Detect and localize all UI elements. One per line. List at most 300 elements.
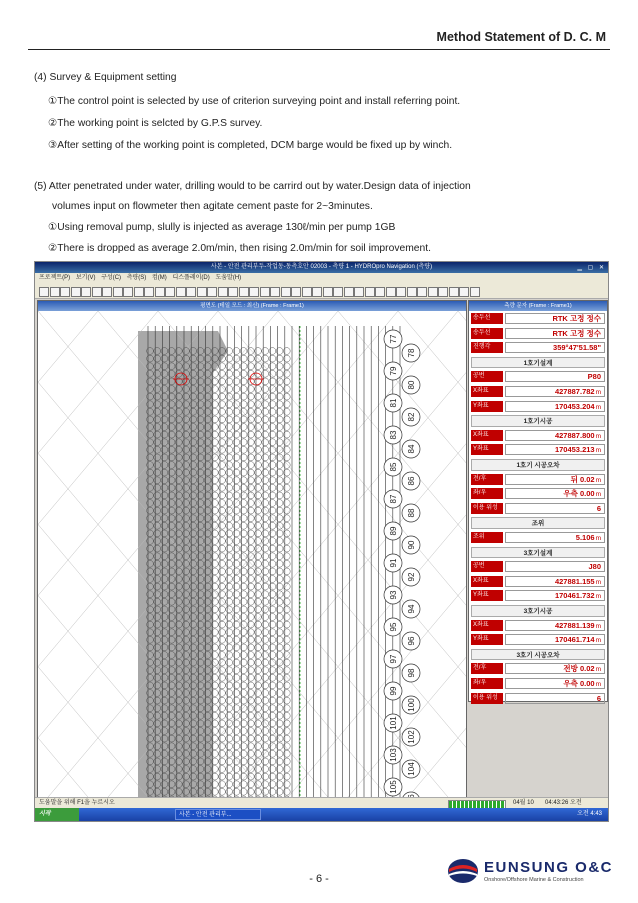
pile-circle: [269, 370, 276, 377]
document-header-title: Method Statement of D. C. M: [436, 30, 606, 44]
info-row-label: 공번: [471, 561, 503, 572]
pile-circle: [262, 583, 269, 590]
pile-number-label: 87: [389, 494, 398, 504]
pile-circle: [240, 348, 247, 355]
toolbar-tool-icon[interactable]: [92, 287, 102, 297]
info-row-label: 조위: [471, 532, 503, 543]
pile-number-label: 89: [389, 526, 398, 536]
pile-circle: [247, 728, 254, 735]
pile-circle: [226, 788, 233, 795]
pile-circle: [262, 515, 269, 522]
info-row-value: 170453.213m: [505, 444, 605, 455]
pile-circle: [226, 766, 233, 773]
toolbar-tool-icon[interactable]: [428, 287, 438, 297]
pile-circle: [255, 773, 262, 780]
pile-circle: [247, 659, 254, 666]
toolbar-tool-icon[interactable]: [302, 287, 312, 297]
toolbar-tool-icon[interactable]: [71, 287, 81, 297]
grid-line: [458, 311, 466, 809]
pile-circle: [269, 545, 276, 552]
pile-circle: [283, 652, 290, 659]
pile-circle: [247, 386, 254, 393]
info-row-label: 송두선: [471, 328, 503, 339]
pile-number-label: 98: [407, 668, 416, 678]
pile-circle: [247, 522, 254, 529]
pile-circle: [262, 652, 269, 659]
pile-circle: [255, 545, 262, 552]
pile-circle: [283, 492, 290, 499]
pile-circle: [233, 750, 240, 757]
pile-circle: [240, 667, 247, 674]
pile-circle: [283, 454, 290, 461]
pile-circle: [226, 469, 233, 476]
toolbar-tool-icon[interactable]: [39, 287, 49, 297]
info-row-unit: m: [595, 491, 601, 499]
toolbar-tool-icon[interactable]: [375, 287, 385, 297]
info-row: [471, 430, 605, 442]
toolbar-tool-icon[interactable]: [176, 287, 186, 297]
plan-view-window[interactable]: [37, 300, 467, 810]
toolbar-tool-icon[interactable]: [218, 287, 228, 297]
toolbar-tool-icon[interactable]: [459, 287, 469, 297]
pile-circle: [233, 606, 240, 613]
pile-number-label: 78: [407, 348, 416, 358]
toolbar-tool-icon[interactable]: [396, 287, 406, 297]
pile-circle: [233, 629, 240, 636]
pile-circle: [247, 652, 254, 659]
pile-circle: [262, 477, 269, 484]
pile-circle: [219, 424, 226, 431]
pile-circle: [240, 431, 247, 438]
pile-circle: [255, 659, 262, 666]
start-button[interactable]: [35, 808, 79, 821]
toolbar-tool-icon[interactable]: [134, 287, 144, 297]
info-section-header: 3호기 시공오차: [471, 649, 605, 661]
pile-circle: [262, 363, 269, 370]
toolbar-tool-icon[interactable]: [113, 287, 123, 297]
toolbar-tool-icon[interactable]: [344, 287, 354, 297]
pile-circle: [283, 674, 290, 681]
pile-circle: [283, 416, 290, 423]
toolbar-tool-icon[interactable]: [207, 287, 217, 297]
pile-circle: [226, 652, 233, 659]
pile-circle: [269, 591, 276, 598]
toolbar-tool-icon[interactable]: [312, 287, 322, 297]
pile-circle: [240, 712, 247, 719]
pile-circle: [269, 462, 276, 469]
toolbar-tool-icon[interactable]: [417, 287, 427, 297]
pile-circle: [226, 576, 233, 583]
pile-circle: [233, 560, 240, 567]
pile-circle: [269, 348, 276, 355]
pile-circle: [233, 484, 240, 491]
toolbar-tool-icon[interactable]: [354, 287, 364, 297]
pile-circle: [219, 545, 226, 552]
pile-circle: [283, 697, 290, 704]
pile-circle: [276, 530, 283, 537]
pile-number-label: 81: [389, 398, 398, 408]
pile-circle: [240, 492, 247, 499]
pile-circle: [233, 507, 240, 514]
pile-circle: [233, 674, 240, 681]
pile-circle: [276, 682, 283, 689]
pile-circle: [276, 568, 283, 575]
pile-circle: [219, 363, 226, 370]
pile-circle: [226, 378, 233, 385]
pile-circle: [276, 614, 283, 621]
pile-circle: [262, 530, 269, 537]
pile-circle: [283, 401, 290, 408]
pile-circle: [219, 598, 226, 605]
pile-circle: [247, 454, 254, 461]
info-row: [471, 342, 605, 354]
toolbar-tool-icon[interactable]: [249, 287, 259, 297]
pile-circle: [233, 515, 240, 522]
pile-circle: [240, 370, 247, 377]
company-tagline: Onshore/Offshore Marine & Construction: [484, 877, 584, 883]
pile-circle: [226, 682, 233, 689]
menu-display[interactable]: 디스플레이(D): [172, 275, 210, 281]
toolbar-tool-icon[interactable]: [323, 287, 333, 297]
survey-info-title: 측량 문자 (Frame : Frame1): [469, 301, 607, 311]
pile-circle: [283, 667, 290, 674]
pile-circle: [255, 393, 262, 400]
toolbar-tool-icon[interactable]: [470, 287, 480, 297]
pile-circle: [226, 705, 233, 712]
pile-circle: [255, 766, 262, 773]
pile-circle: [262, 758, 269, 765]
info-row-label: 전/후: [471, 663, 503, 674]
pile-circle: [226, 484, 233, 491]
info-row-value: 뒤 0.02m: [505, 474, 605, 485]
pile-circle: [269, 705, 276, 712]
toolbar-tool-icon[interactable]: [102, 287, 112, 297]
pile-circle: [233, 477, 240, 484]
info-row-value: J80: [505, 561, 605, 572]
pile-circle: [247, 750, 254, 757]
pile-circle: [240, 484, 247, 491]
pile-circle: [255, 629, 262, 636]
plan-view-title: 평면도 (테일 모드 : 최신) (Frame : Frame1): [38, 301, 466, 311]
pile-circle: [226, 636, 233, 643]
pile-circle: [269, 363, 276, 370]
pile-circle: [233, 773, 240, 780]
pile-circle: [276, 720, 283, 727]
pile-circle: [255, 484, 262, 491]
pile-circle: [262, 712, 269, 719]
pile-circle: [283, 378, 290, 385]
pile-circle: [262, 644, 269, 651]
grid-line: [458, 311, 466, 809]
pile-circle: [262, 636, 269, 643]
pile-circle: [276, 728, 283, 735]
pile-circle: [240, 720, 247, 727]
toolbar-tool-icon[interactable]: [386, 287, 396, 297]
pile-circle: [247, 758, 254, 765]
info-row-value: 427881.155m: [505, 576, 605, 587]
pile-circle: [219, 781, 226, 788]
pile-circle: [255, 522, 262, 529]
pile-number-label: 90: [407, 540, 416, 550]
pile-circle: [262, 522, 269, 529]
info-row-label: 이용 위성: [471, 693, 503, 704]
pile-circle: [255, 446, 262, 453]
pile-circle: [269, 393, 276, 400]
menu-config[interactable]: 구성(C): [101, 275, 122, 281]
pile-circle: [226, 629, 233, 636]
pile-circle: [219, 690, 226, 697]
pile-circle: [226, 621, 233, 628]
pile-circle: [219, 614, 226, 621]
pile-circle: [240, 750, 247, 757]
pile-circle: [262, 462, 269, 469]
pile-circle: [240, 743, 247, 750]
pile-circle: [269, 636, 276, 643]
pile-circle: [283, 538, 290, 545]
pile-number-label: 88: [407, 508, 416, 518]
info-row: [471, 313, 605, 325]
pile-circle: [255, 492, 262, 499]
pile-circle: [247, 583, 254, 590]
toolbar-tool-icon[interactable]: [239, 287, 249, 297]
pile-circle: [262, 614, 269, 621]
company-logo: [446, 857, 614, 890]
pile-circle: [233, 720, 240, 727]
pile-circle: [233, 659, 240, 666]
pile-circle: [276, 462, 283, 469]
toolbar-tool-icon[interactable]: [155, 287, 165, 297]
pile-circle: [233, 424, 240, 431]
toolbar-tool-icon[interactable]: [365, 287, 375, 297]
toolbar-tool-icon[interactable]: [407, 287, 417, 297]
pile-circle: [262, 393, 269, 400]
toolbar-tool-icon[interactable]: [260, 287, 270, 297]
pile-circle: [255, 705, 262, 712]
toolbar-tool-icon[interactable]: [50, 287, 60, 297]
info-row-unit: m: [595, 535, 601, 542]
pile-circle: [240, 545, 247, 552]
info-row-unit: m: [595, 432, 601, 440]
toolbar-tool-icon[interactable]: [438, 287, 448, 297]
info-row-label: Y좌표: [471, 590, 503, 601]
pile-circle: [226, 568, 233, 575]
window-controls[interactable]: ▁ ▢ ✕: [577, 265, 606, 271]
pile-circle: [262, 629, 269, 636]
toolbar-tool-icon[interactable]: [333, 287, 343, 297]
pile-circle: [233, 446, 240, 453]
pile-circle: [262, 606, 269, 613]
pile-circle: [262, 690, 269, 697]
menu-survey[interactable]: 측량(S): [126, 275, 147, 281]
pile-circle: [262, 743, 269, 750]
pile-circle: [247, 682, 254, 689]
pile-circle: [240, 386, 247, 393]
pile-circle: [283, 500, 290, 507]
pile-circle: [276, 674, 283, 681]
pile-circle: [247, 781, 254, 788]
section-4-item-2: ②The working point is selcted by G.P.S survey.: [48, 118, 263, 129]
pile-circle: [226, 690, 233, 697]
pile-circle: [226, 591, 233, 598]
eunsung-logo-icon: [446, 857, 480, 885]
toolbar-tool-icon[interactable]: [449, 287, 459, 297]
pile-circle: [283, 598, 290, 605]
grid-line: [38, 311, 398, 809]
pile-circle: [219, 591, 226, 598]
info-section-header: 1호기시공: [471, 415, 605, 427]
start-label: 시작: [39, 811, 51, 817]
pile-number-label: 97: [389, 654, 398, 664]
info-row-value: 427887.800m: [505, 430, 605, 441]
pile-circle: [247, 690, 254, 697]
pile-circle: [269, 598, 276, 605]
info-row-unit: m: [595, 666, 601, 674]
section-4-item-3: ③After setting of the working point is completed, DCM barge would be fixed up by winch.: [48, 140, 453, 151]
pile-circle: [283, 682, 290, 689]
toolbar-tool-icon[interactable]: [123, 287, 133, 297]
pile-number-label: 100: [407, 698, 416, 712]
pile-circle: [219, 674, 226, 681]
toolbar-tool-icon[interactable]: [197, 287, 207, 297]
section-4-item-1: ①The control point is selected by use of criterion surveying point and install referring point.: [48, 96, 461, 107]
info-row: [471, 488, 605, 500]
pile-circle: [247, 743, 254, 750]
pile-circle: [226, 614, 233, 621]
pile-circle: [219, 720, 226, 727]
pile-circle: [255, 386, 262, 393]
pile-circle: [240, 408, 247, 415]
grid-line: [38, 311, 398, 809]
pile-circle: [226, 401, 233, 408]
survey-info-window: [468, 300, 608, 702]
info-row-value: 170461.732m: [505, 590, 605, 601]
toolbar-tool-icon[interactable]: [144, 287, 154, 297]
pile-circle: [283, 484, 290, 491]
pile-circle: [240, 697, 247, 704]
pile-circle: [283, 424, 290, 431]
pile-number-label: 86: [407, 476, 416, 486]
toolbar-tool-icon[interactable]: [81, 287, 91, 297]
pile-circle: [276, 484, 283, 491]
pile-circle: [255, 697, 262, 704]
pile-number-label: 85: [389, 462, 398, 472]
toolbar-tool-icon[interactable]: [281, 287, 291, 297]
pile-circle: [233, 636, 240, 643]
pile-circle: [219, 705, 226, 712]
toolbar-tool-icon[interactable]: [228, 287, 238, 297]
pile-circle: [233, 500, 240, 507]
pile-circle: [233, 667, 240, 674]
pile-circle: [247, 477, 254, 484]
pile-circle: [240, 500, 247, 507]
info-row-label: X좌표: [471, 620, 503, 631]
pile-circle: [276, 773, 283, 780]
pile-circle: [269, 553, 276, 560]
pile-circle: [226, 355, 233, 362]
pile-circle: [283, 758, 290, 765]
pile-circle: [219, 515, 226, 522]
pile-circle: [247, 424, 254, 431]
info-row: [471, 620, 605, 632]
pile-number-label: 96: [407, 636, 416, 646]
pile-circle: [283, 720, 290, 727]
info-row-value: 170461.714m: [505, 634, 605, 645]
pile-circle: [276, 393, 283, 400]
pile-circle: [269, 568, 276, 575]
pile-circle: [247, 469, 254, 476]
pile-circle: [262, 591, 269, 598]
menu-help[interactable]: 도움말(H): [215, 275, 242, 281]
pile-circle: [262, 454, 269, 461]
info-row-value: RTK 고정 정수: [505, 328, 605, 339]
toolbar-tool-icon[interactable]: [186, 287, 196, 297]
taskbar-app-button[interactable]: [175, 809, 261, 820]
pile-circle: [269, 424, 276, 431]
info-row: [471, 503, 605, 515]
pile-circle: [262, 355, 269, 362]
toolbar-tool-icon[interactable]: [270, 287, 280, 297]
info-row: [471, 328, 605, 340]
pile-circle: [262, 674, 269, 681]
pile-circle: [219, 636, 226, 643]
pile-circle: [283, 728, 290, 735]
pile-circle: [240, 735, 247, 742]
menu-com[interactable]: 컴(M): [151, 275, 167, 281]
pile-circle: [262, 545, 269, 552]
pile-circle: [226, 424, 233, 431]
menu-project[interactable]: 프로젝트(P): [39, 275, 71, 281]
pile-circle: [219, 560, 226, 567]
pile-circle: [276, 652, 283, 659]
pile-circle: [276, 477, 283, 484]
pile-circle: [262, 576, 269, 583]
pile-circle: [247, 560, 254, 567]
pile-circle: [219, 500, 226, 507]
plan-view-map[interactable]: [38, 311, 466, 809]
pile-circle: [255, 431, 262, 438]
pile-circle: [247, 598, 254, 605]
pile-circle: [240, 515, 247, 522]
pile-circle: [240, 530, 247, 537]
pile-circle: [219, 378, 226, 385]
info-row-value: 5.106m: [505, 532, 605, 543]
pile-circle: [226, 712, 233, 719]
pile-circle: [262, 720, 269, 727]
info-row-unit: m: [595, 593, 601, 601]
toolbar-tool-icon[interactable]: [60, 287, 70, 297]
toolbar-tool-icon[interactable]: [165, 287, 175, 297]
pile-circle: [255, 652, 262, 659]
pile-circle: [283, 553, 290, 560]
pile-circle: [283, 614, 290, 621]
menu-view[interactable]: 보기(V): [75, 275, 96, 281]
info-row-unit: m: [595, 622, 601, 630]
pile-circle: [262, 553, 269, 560]
pile-circle: [247, 712, 254, 719]
pile-circle: [219, 477, 226, 484]
pile-circle: [219, 766, 226, 773]
pile-circle: [233, 614, 240, 621]
info-row-label: X좌표: [471, 386, 503, 397]
pile-circle: [233, 553, 240, 560]
pile-circle: [255, 743, 262, 750]
pile-circle: [226, 515, 233, 522]
toolbar-tool-icon[interactable]: [291, 287, 301, 297]
pile-number-label: 105: [389, 780, 398, 794]
pile-circle: [219, 773, 226, 780]
pile-circle: [219, 393, 226, 400]
pile-circle: [255, 454, 262, 461]
